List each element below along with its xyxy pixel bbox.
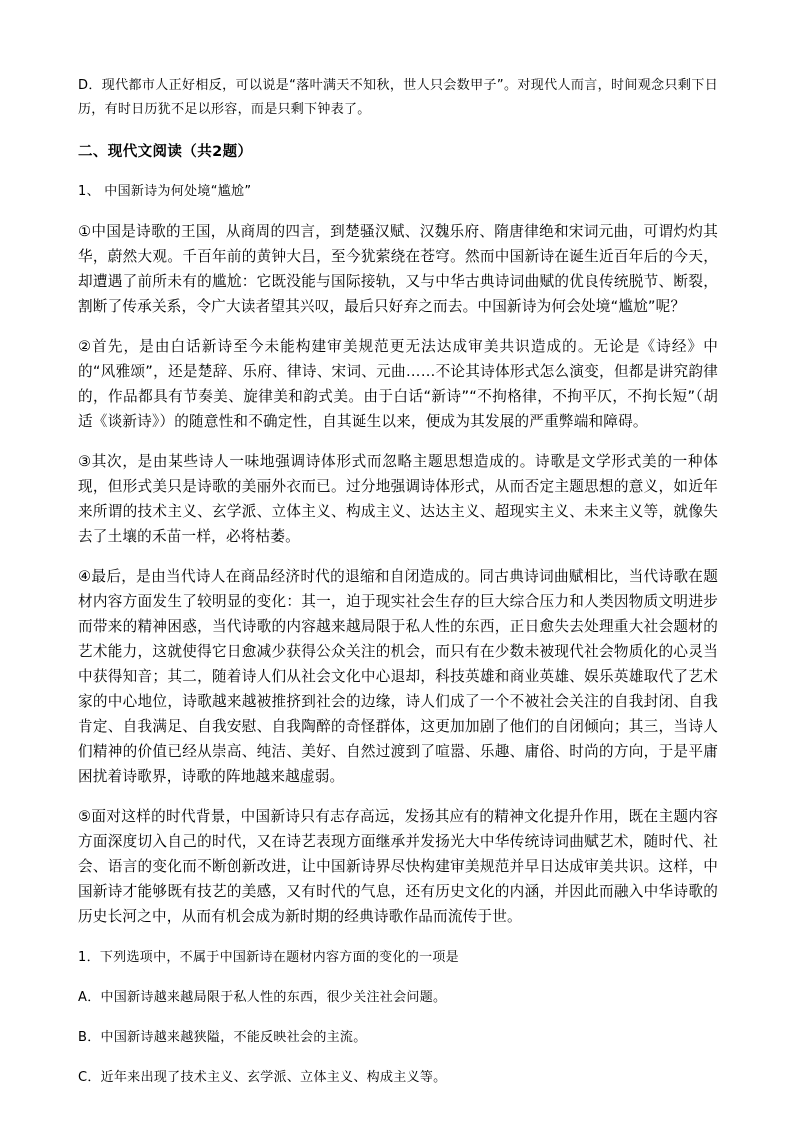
article-title: 1、 中国新诗为何处境“尴尬” <box>78 184 252 199</box>
paragraph-1: ①中国是诗歌的王国，从商周的四言，到楚骚汉赋、汉魏乐府、隋唐律绝和宋词元曲，可谓灼灼其华，蔚然大观。千百年前的黄钟大吕，至今犹萦绕在苍穹。然而中国新诗在诞生近百年后的今天，却遭遇了前所未有的尴尬：它既没能与国际接轨，又与中华古典诗词曲赋的优良传统脱节、断裂，割断了传承关系，令广大读者望其兴叹，最后只好弃之而去。中国新诗为何会处境“尴尬”呢？ <box>78 223 718 315</box>
paragraph-3: ③其次，是由某些诗人一味地强调诗体形式而忽略主题思想造成的。诗歌是文学形式美的一种体现，但形式美只是诗歌的美丽外衣而已。过分地强调诗体形式，从而否定主题思想的意义，如近年来所谓的技术主义、玄学派、立体主义、构成主义、达达主义、超现实主义、未来主义等，就像失去了土壤的禾苗一样，必将枯萎。 <box>78 453 718 545</box>
question-stem: 1．下列选项中，不属于中国新诗在题材内容方面的变化的一项是 <box>78 950 459 965</box>
option-c: C．近年来出现了技术主义、玄学派、立体主义、构成主义等。 <box>78 1070 447 1085</box>
option-b: B．中国新诗越来越狭隘，不能反映社会的主流。 <box>78 1030 367 1045</box>
document-page <box>78 74 718 1090</box>
paragraph-4: ④最后，是由当代诗人在商品经济时代的退缩和自闭造成的。同古典诗词曲赋相比，当代诗歌在题材内容方面发生了较明显的变化：其一，迫于现实社会生存的巨大综合压力和人类因物质文明进步而带来的精神困惑，当代诗歌的内容越来越局限于私人性的东西，正日愈失去处理重大社会题材的艺术能力，这就使得它日愈减少获得公众关注的机会，而只有在少数未被现代社会物质化的心灵当中获得知音；其二，随着诗人们从社会文化中心退却，科技英雄和商业英雄、娱乐英雄取代了艺术家的中心地位，诗歌越来越被推挤到社会的边缘，诗人们成了一个不被社会关注的自我封闭、自我肯定、自我满足、自我安慰、自我陶醉的奇怪群体，这更加加剧了他们的自闭倾向；其三，当诗人们精神的价值已经从崇高、纯洁、美好、自然过渡到了喧嚣、乐趣、庸俗、时尚的方向，于是平庸困扰着诗歌界，诗歌的阵地越来越虚弱。 <box>78 568 718 785</box>
option-d-text: D．现代都市人正好相反，可以说是“落叶满天不知秋，世人只会数甲子”。对现代人而言，时间观念只剩下日历，有时日历犹不足以形容，而是只剩下钟表了。 <box>78 78 718 117</box>
section-heading: 二、现代文阅读（共2题） <box>78 144 253 160</box>
option-a: A．中国新诗越来越局限于私人性的东西，很少关注社会问题。 <box>78 990 447 1005</box>
paragraph-5: ⑤面对这样的时代背景，中国新诗只有志存高远，发扬其应有的精神文化提升作用，既在主题内容方面深度切入自己的时代，又在诗艺表现方面继承并发扬光大中华传统诗词曲赋艺术，随时代、社会、语言的变化而不断创新改进，让中国新诗界尽快构建审美规范并早日达成审美共识。这样，中国新诗才能够既有技艺的美感，又有时代的气息，还有历史文化的内涵，并因此而融入中华诗歌的历史长河之中，从而有机会成为新时期的经典诗歌作品而流传于世。 <box>78 808 718 925</box>
paragraph-2: ②首先，是由白话新诗至今未能构建审美规范更无法达成审美共识造成的。无论是《诗经》中的“风雅颂”，还是楚辞、乐府、律诗、宋词、元曲……不论其诗体形式怎么演变，但都是讲究韵律的，作品都具有节奏美、旋律美和韵式美。由于白话“新诗”“不拘格律，不拘平仄，不拘长短”（胡适《谈新诗》）的随意性和不确定性，自其诞生以来，便成为其发展的严重弊端和障碍。 <box>78 338 718 430</box>
